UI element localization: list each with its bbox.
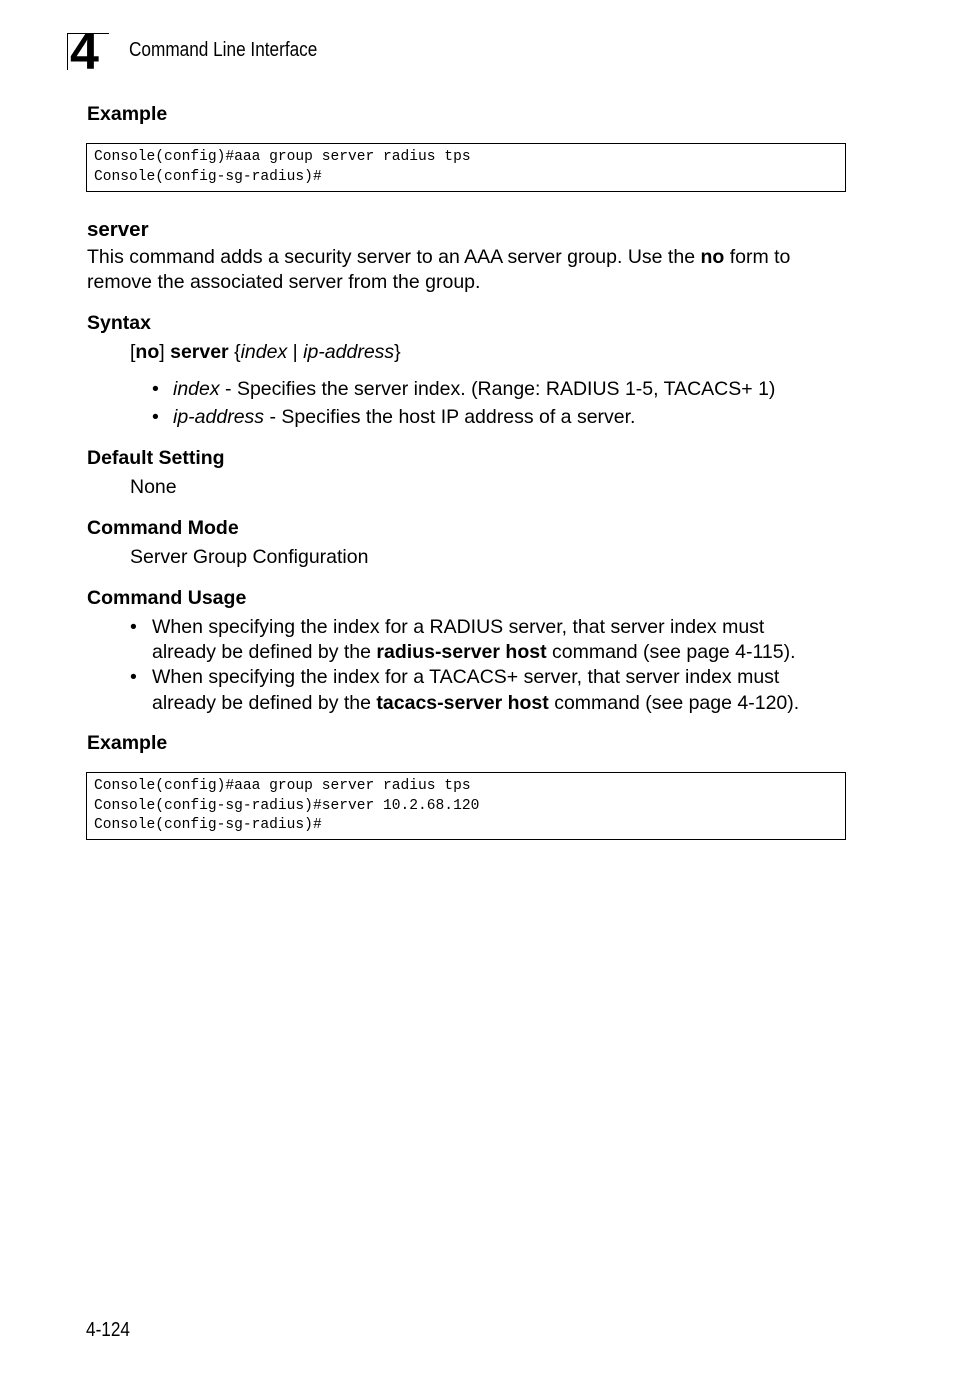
command-title: server [87,218,149,241]
usage-text: command (see page 4-115). [546,641,796,663]
syntax-server-keyword: server [170,341,229,363]
usage-text: already be defined by the [152,692,377,714]
bullet-icon: • [130,666,137,688]
code-line: Console(config-sg-radius)#server 10.2.68.120 [94,797,480,814]
example-heading-1: Example [87,103,168,125]
code-block-2 [86,772,846,840]
command-description-line2: remove the associated server from the group. [87,271,481,293]
syntax-line [130,340,401,366]
usage-text: command (see page 4-120). [548,692,800,714]
usage-item-line: When specifying the index for a TACACS+ server, that server index must [152,666,780,688]
syntax-bracket: ] [159,341,171,363]
usage-item-line: When specifying the index for a RADIUS server, that server index must [152,616,765,638]
param-name: ip-address [173,406,265,428]
code-line: Console(config)#aaa group server radius tps [94,778,471,794]
bullet-icon: • [152,406,159,428]
chapter-title: Command Line Interface [129,39,318,61]
example-heading-2: Example [87,732,168,754]
chapter-number: 4 [70,23,98,81]
syntax-bracket: [ [130,341,136,363]
usage-command-keyword: tacacs-server host [376,692,549,714]
param-item [173,377,775,403]
code-line: Console(config-sg-radius)# [94,817,322,834]
param-description: - Specifies the host IP address of a server. [264,406,636,428]
syntax-ip-param: ip-address [303,341,395,363]
code-block-1 [86,143,846,192]
usage-item-line [152,691,799,717]
usage-text: already be defined by the [152,641,377,663]
description-text: This command adds a security server to an AAA server group. Use the [87,246,701,268]
param-description: - Specifies the server index. (Range: RADIUS 1-5, TACACS+ 1) [219,378,776,400]
param-name: index [173,378,220,400]
code-line: Console(config-sg-radius)# [94,168,322,185]
syntax-brace: } [394,341,401,363]
param-item [173,405,635,431]
command-usage-heading: Command Usage [87,587,247,609]
description-no-keyword: no [700,246,725,268]
description-text: form to [724,246,791,268]
default-setting-value: None [130,476,177,498]
syntax-pipe: | [287,341,304,363]
usage-item-line [152,640,796,666]
syntax-heading: Syntax [87,312,151,334]
bullet-icon: • [152,378,159,400]
default-setting-heading: Default Setting [87,447,225,469]
syntax-brace: { [228,341,241,363]
bullet-icon: • [130,616,137,638]
code-line: Console(config)#aaa group server radius tps [94,149,471,165]
command-description [87,245,790,271]
page-number: 4-124 [86,1319,130,1341]
command-mode-value: Server Group Configuration [130,546,369,568]
syntax-index-param: index [240,341,288,363]
syntax-no-keyword: no [135,341,160,363]
usage-command-keyword: radius-server host [376,641,547,663]
command-mode-heading: Command Mode [87,517,239,539]
